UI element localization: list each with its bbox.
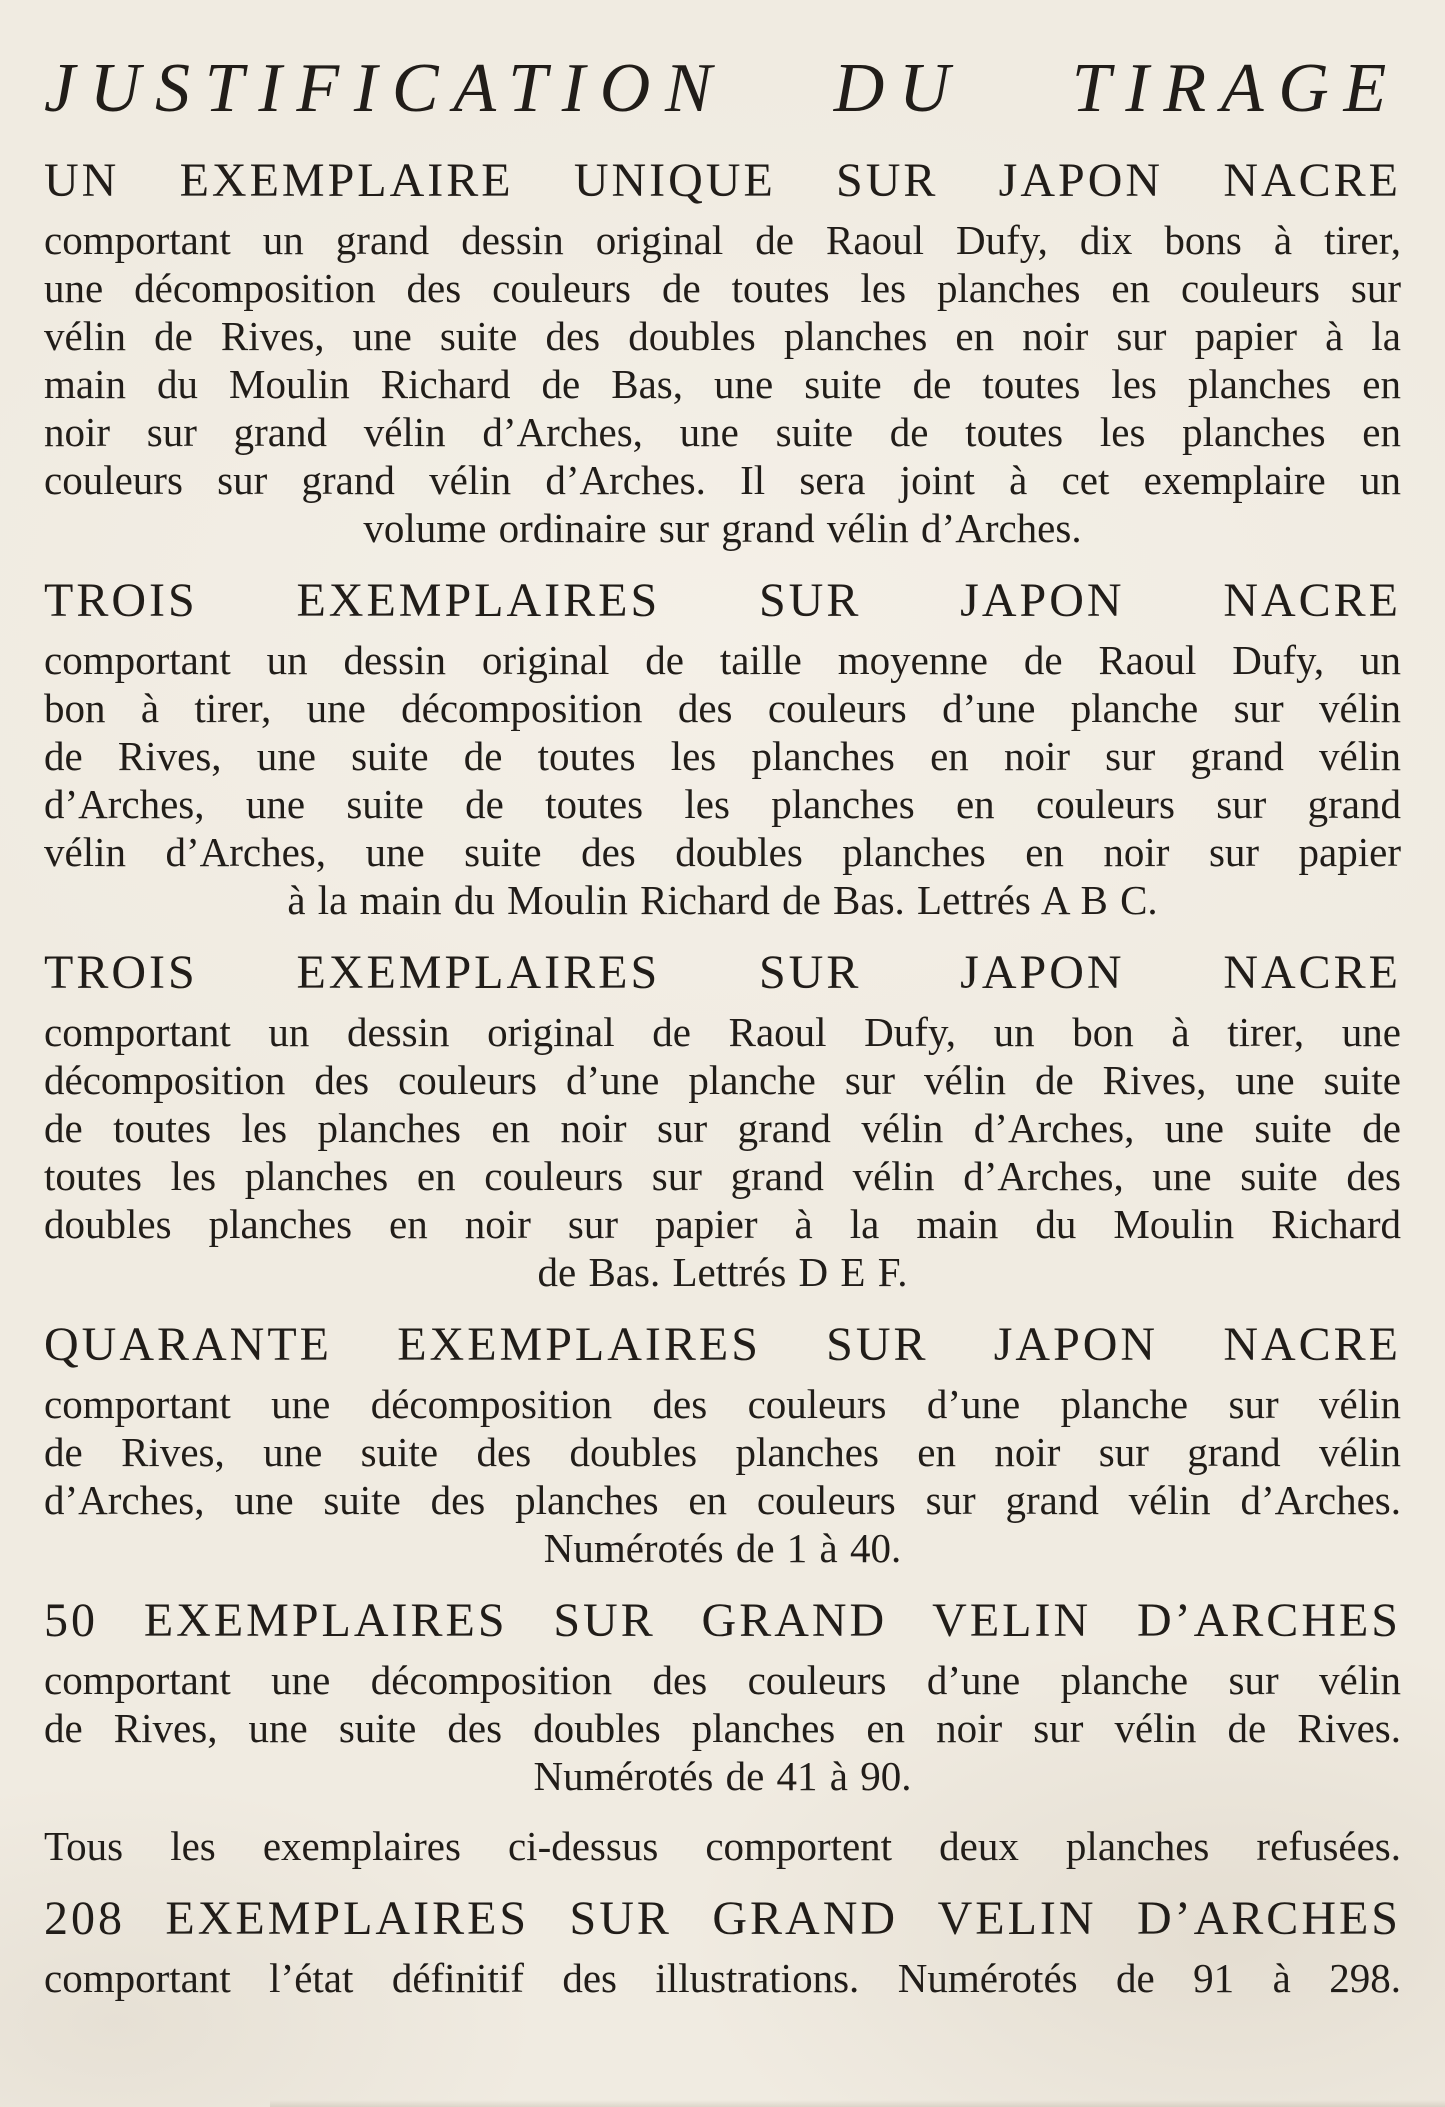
body-line: noir sur grand vélin d’Arches, une suite de toutes les planches en [44,409,1401,455]
body-line: Tous les exemplaires ci-dessus comportent deux planches refusées. [44,1823,1401,1869]
body-line: vélin de Rives, une suite des doubles planches en noir sur papier à la [44,313,1401,359]
edition-section [44,1822,1401,1870]
body-line: d’Arches, une suite de toutes les planches en couleurs sur grand [44,781,1401,827]
body-line: Numérotés de 1 à 40. [543,1525,902,1571]
body-line: une décomposition des couleurs de toutes les planches en couleurs sur [44,265,1401,311]
body-line: couleurs sur grand vélin d’Arches. Il sera joint à cet exemplaire un [44,457,1401,503]
body-line: comportant un dessin original de Raoul Dufy, un bon à tirer, une [44,1009,1401,1055]
edition-section [44,1318,1401,1572]
edition-sections [44,154,1401,2002]
body-line: de toutes les planches en noir sur grand vélin d’Arches, une suite de [44,1105,1401,1151]
body-line: de Rives, une suite des doubles planches en noir sur grand vélin [44,1429,1401,1475]
body-line: volume ordinaire sur grand vélin d’Arches. [363,505,1082,551]
body-line: décomposition des couleurs d’une planche sur vélin de Rives, une suite [44,1057,1401,1103]
edition-section [44,574,1401,924]
body-line: comportant une décomposition des couleurs d’une planche sur vélin [44,1657,1401,1703]
edition-section [44,1594,1401,1800]
body-line: comportant un grand dessin original de Raoul Dufy, dix bons à tirer, [44,217,1401,263]
body-line: doubles planches en noir sur papier à la main du Moulin Richard [44,1201,1401,1247]
body-line: toutes les planches en couleurs sur grand vélin d’Arches, une suite des [44,1153,1401,1199]
body-line: de Rives, une suite des doubles planches en noir sur vélin de Rives. [44,1705,1401,1751]
edition-section [44,154,1401,552]
edition-section [44,1892,1401,2002]
body-line: bon à tirer, une décomposition des couleurs d’une planche sur vélin [44,685,1401,731]
section-heading: QUARANTE EXEMPLAIRES SUR JAPON NACRE [44,1318,1401,1371]
body-line: de Rives, une suite de toutes les planches en noir sur grand vélin [44,733,1401,779]
section-heading: TROIS EXEMPLAIRES SUR JAPON NACRE [44,574,1401,627]
body-line: comportant une décomposition des couleurs d’une planche sur vélin [44,1381,1401,1427]
section-heading: UN EXEMPLAIRE UNIQUE SUR JAPON NACRE [44,154,1401,207]
body-line: main du Moulin Richard de Bas, une suite de toutes les planches en [44,361,1401,407]
body-line: de Bas. Lettrés D E F. [537,1249,908,1295]
edition-section [44,946,1401,1296]
body-line: comportant un dessin original de taille moyenne de Raoul Dufy, un [44,637,1401,683]
body-line: d’Arches, une suite des planches en couleurs sur grand vélin d’Arches. [44,1477,1401,1523]
section-heading: TROIS EXEMPLAIRES SUR JAPON NACRE [44,946,1401,999]
body-line: Numérotés de 41 à 90. [533,1753,912,1799]
section-heading: 50 EXEMPLAIRES SUR GRAND VELIN D’ARCHES [44,1594,1401,1647]
body-line: vélin d’Arches, une suite des doubles planches en noir sur papier [44,829,1401,875]
page-title: JUSTIFICATION DU TIRAGE [44,50,1401,127]
section-heading: 208 EXEMPLAIRES SUR GRAND VELIN D’ARCHES [44,1892,1401,1945]
body-line: comportant l’état définitif des illustrations. Numérotés de 91 à 298. [44,1955,1401,2001]
body-line: à la main du Moulin Richard de Bas. Lettrés A B C. [287,877,1158,923]
